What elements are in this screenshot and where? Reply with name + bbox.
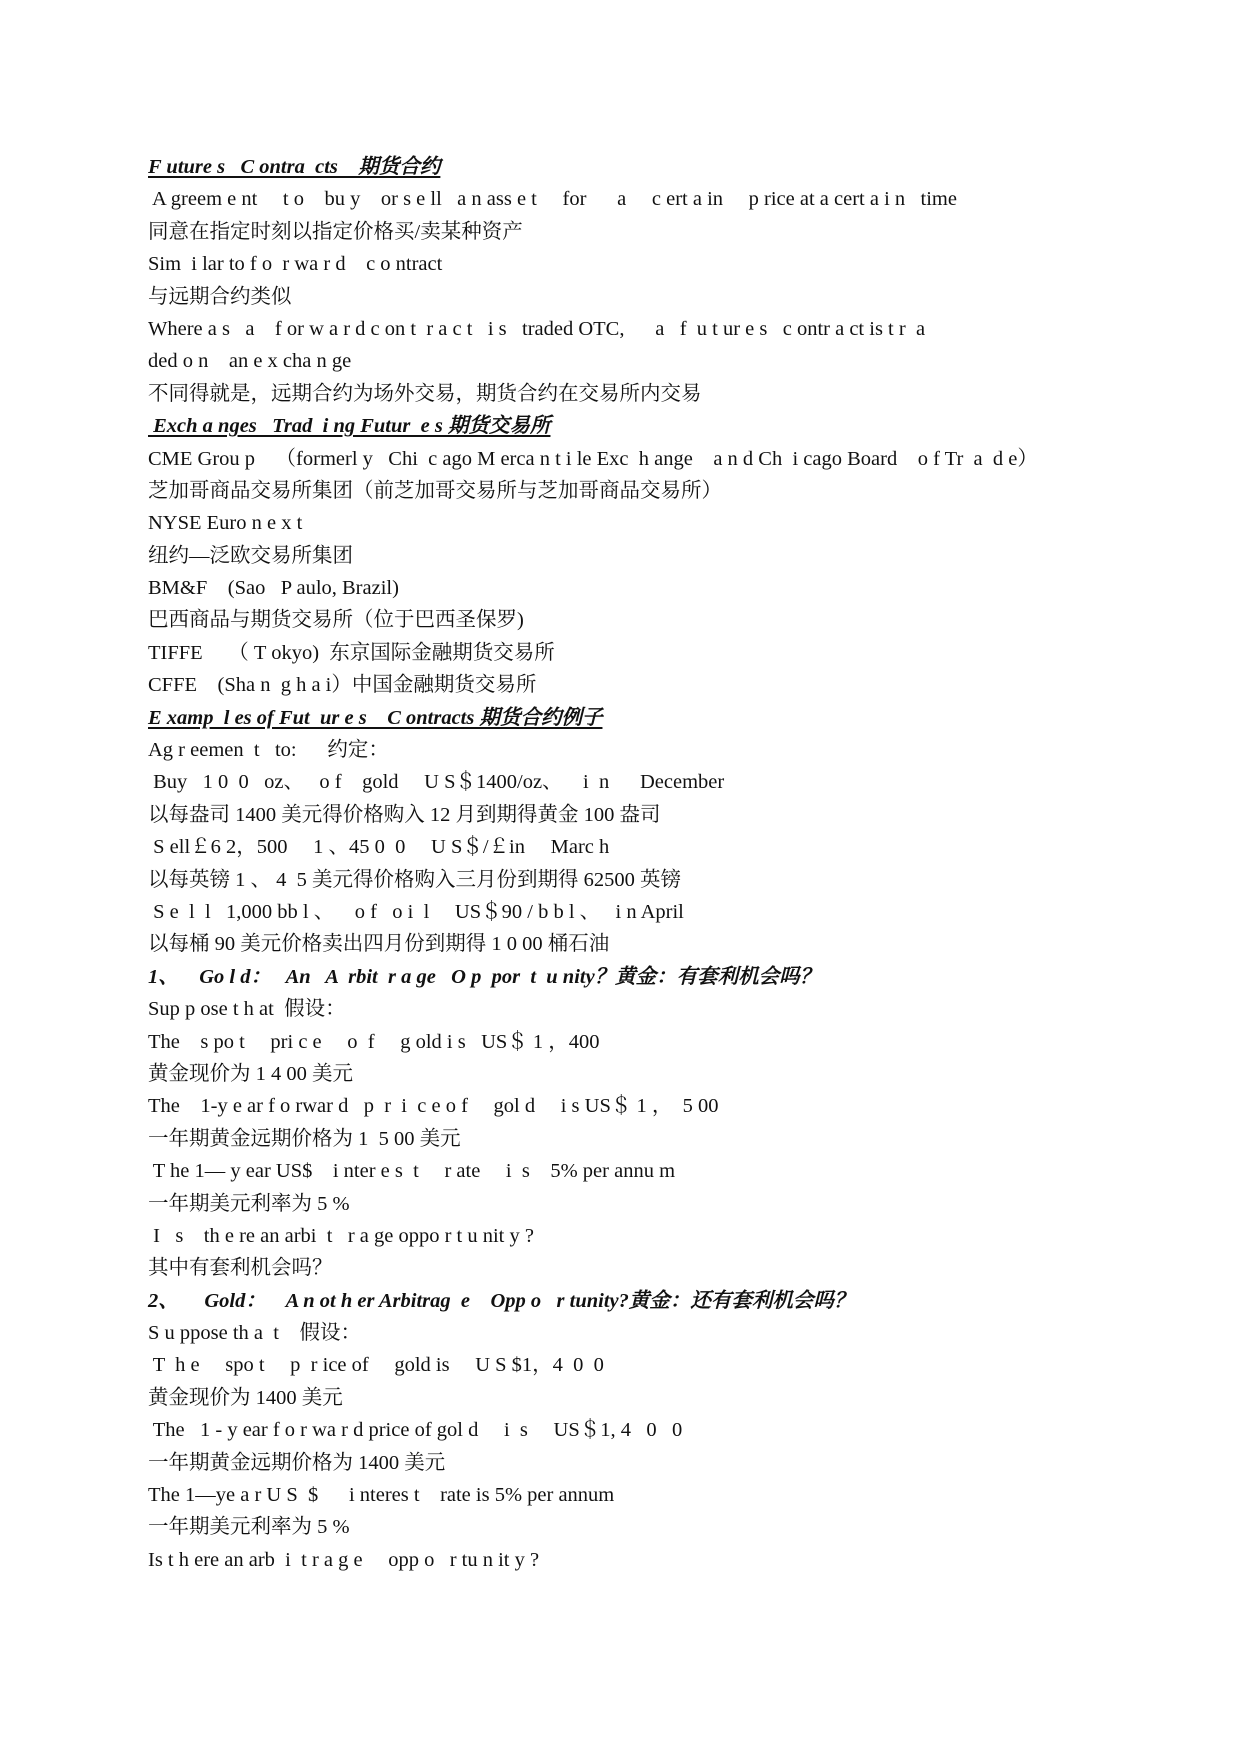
text-line: 芝加哥商品交易所集团（前芝加哥交易所与芝加哥商品交易所）: [148, 479, 722, 502]
text-line: 与远期合约类似: [148, 285, 292, 308]
text-line: I s th e re an arbi t r a ge oppo r t u nit y ?: [148, 1224, 534, 1247]
text-line: 不同得就是，远期合约为场外交易，期货合约在交易所内交易: [148, 382, 702, 405]
text-line: A greem e nt t o bu y or s e ll a n ass e t for a c ert a in p rice at a cert a i n time: [148, 188, 957, 211]
text-line: 以每英镑 1 、 4 5 美元得价格购入三月份到期得 62500 英镑: [148, 868, 681, 891]
section-heading: F uture s C ontra cts 期货合约: [148, 156, 441, 178]
text-line: 巴西商品与期货交易所（位于巴西圣保罗): [148, 609, 524, 632]
text-line: 其中有套利机会吗？: [148, 1257, 333, 1280]
text-line: Is t h ere an arb i t r a g e opp o r tu n it y ?: [148, 1548, 540, 1571]
text-line: S u ppose th a t 假设：: [148, 1322, 361, 1345]
text-line: Sim i lar to f o r wa r d c o ntract: [148, 253, 443, 276]
text-line: Ag r eemen t to: 约定：: [148, 739, 389, 762]
text-line: Sup p ose t h at 假设：: [148, 998, 346, 1021]
text-line: NYSE Euro n e x t: [148, 512, 303, 535]
text-line: 一年期美元利率为 5 %: [148, 1516, 350, 1539]
text-line: S e l l 1,000 bb l 、 o f o i l US＄90 / b b l 、 i n April: [148, 900, 684, 923]
text-line: The s po t pri c e o f g old i s US＄ 1 ，400: [148, 1030, 600, 1053]
text-line: Where a s a f or w a r d c on t r a c t i s traded OTC, a f u t ur e s c ontr a ct is t r a: [148, 317, 926, 340]
text-line: T he 1— y ear US$ i nter e s t r ate i s 5% per annu m: [148, 1160, 676, 1183]
text-line: 以每盎司 1400 美元得价格购入 12 月到期得黄金 100 盎司: [148, 803, 661, 826]
text-line: 黄金现价为 1 4 00 美元: [148, 1062, 353, 1085]
document-body: [148, 151, 1148, 1576]
text-line: 一年期黄金远期价格为 1400 美元: [148, 1451, 446, 1474]
text-line: 纽约—泛欧交易所集团: [148, 544, 353, 567]
text-line: The 1-y e ar f o rwar d p r i c e o f gol d i s US＄ 1 ， 5 00: [148, 1095, 719, 1118]
section-heading: E xamp l es of Fut ur e s C ontracts 期货合约例子: [148, 706, 603, 729]
text-line: The 1—ye a r U S $ i nteres t rate is 5% per annum: [148, 1484, 615, 1507]
text-line: The 1 - y ear f o r wa r d price of gol d i s US＄1, 4 0 0: [148, 1419, 683, 1442]
text-line: 同意在指定时刻以指定价格买/卖某种资产: [148, 220, 523, 243]
section-heading: Exch a nges Trad i ng Futur e s 期货交易所: [148, 415, 551, 438]
text-line: TIFFE （ T okyo) 东京国际金融期货交易所: [148, 641, 555, 664]
text-line: S ell￡6 2，500 1 、45 0 0 U S＄/￡in Marc h: [148, 836, 610, 859]
text-line: BM&F (Sao P aulo, Brazil): [148, 577, 399, 600]
question-heading: 2、 Gold： A n ot h er Arbitrag e Opp o r tunity?黄金：还有套利机会吗？: [148, 1289, 855, 1312]
text-line: CFFE (Sha n g h a i）中国金融期货交易所: [148, 674, 537, 697]
text-line: 一年期黄金远期价格为 1 5 00 美元: [148, 1127, 461, 1150]
text-line: Buy 1 0 0 oz、 o f gold U S＄1400/oz、 i n December: [148, 771, 725, 794]
question-heading: 1、 Go l d： An A rbit r a ge O p por t u nity？黄金：有套利机会吗？: [148, 965, 821, 988]
text-line: 一年期美元利率为 5 %: [148, 1192, 350, 1215]
text-line: 黄金现价为 1400 美元: [148, 1386, 343, 1409]
text-line: CME Grou p （formerl y Chi c ago M erca n t i le Exc h ange a n d Ch i cago Board o f Tr a d e）: [148, 447, 1038, 470]
text-line: 以每桶 90 美元价格卖出四月份到期得 1 0 00 桶石油: [148, 933, 610, 956]
text-line: ded o n an e x cha n ge: [148, 350, 352, 373]
text-line: T h e spo t p r ice of gold is U S $1，4 0 0: [148, 1354, 604, 1377]
